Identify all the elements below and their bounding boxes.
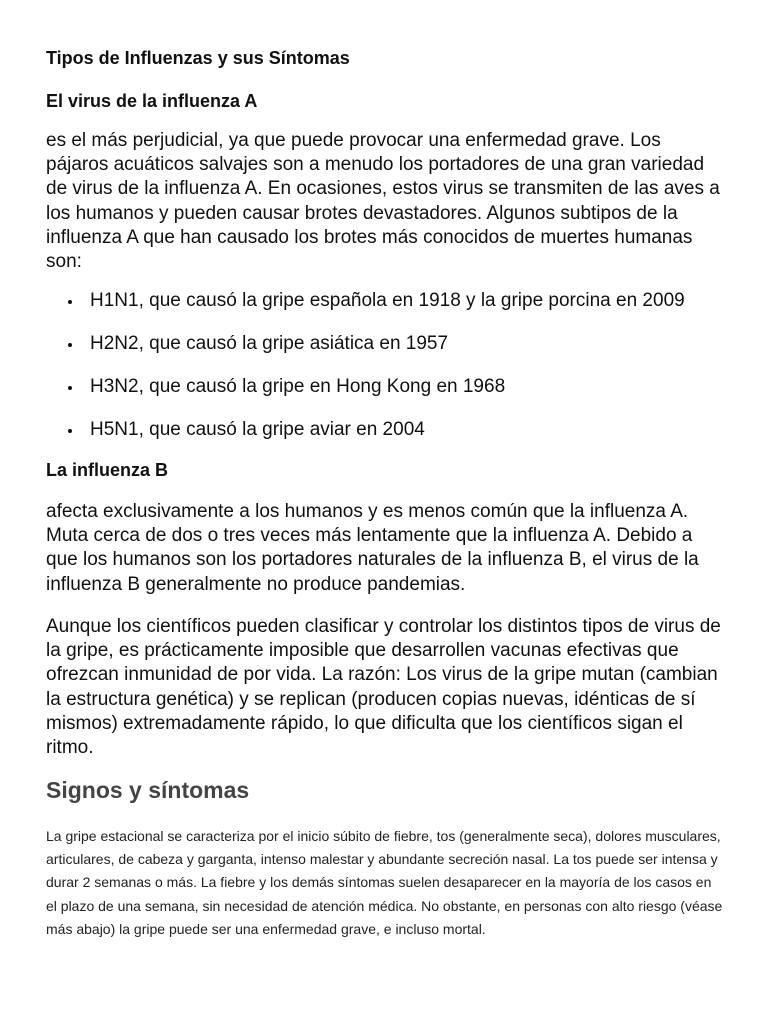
symptoms-heading: Signos y síntomas xyxy=(46,777,250,803)
influenza-a-subtype-list xyxy=(46,289,685,461)
list-item-text: H2N2, que causó la gripe asiática en 1957 xyxy=(90,333,449,354)
influenza-b-heading: La influenza B xyxy=(46,460,169,480)
list-item-text: H3N2, que causó la gripe en Hong Kong en 1968 xyxy=(90,376,506,397)
list-item xyxy=(46,418,685,442)
vaccine-paragraph: Aunque los científicos pueden clasificar y controlar los distintos tipos de virus de la gripe, es prácticamente imposible que desarrollen vacunas efectivas que ofrezcan inmunidad de por vida. La razón: Los virus de la gripe mutan (cambian la estructura genética) y se replican (producen copias nuevas, idénticas de sí mismos) extremadamente rápido, lo que dificulta que los científicos sigan el ritmo. xyxy=(46,616,721,759)
influenza-a-paragraph: es el más perjudicial, ya que puede provocar una enfermedad grave. Los pájaros acuáticos salvajes son a menudo los portadores de una gran variedad de virus de la influenza A. En ocasiones, estos virus se transmiten de las aves a los humanos y pueden causar brotes devastadores. Algunos subtipos de la influenza A que han causado los brotes más conocidos de muertes humanas son: xyxy=(46,130,720,273)
bullet-icon xyxy=(68,300,72,304)
list-item xyxy=(46,332,685,356)
document-title: Tipos de Influenzas y sus Síntomas xyxy=(46,48,350,68)
influenza-b-paragraph: afecta exclusivamente a los humanos y es menos común que la influenza A. Muta cerca de dos o tres veces más lentamente que la influenza A. Debido a que los humanos son los portadores naturales de la influenza B, el virus de la influenza B generalmente no produce pandemias. xyxy=(46,501,699,595)
influenza-a-heading: El virus de la influenza A xyxy=(46,91,258,111)
list-item-text: H1N1, que causó la gripe española en 1918 y la gripe porcina en 2009 xyxy=(90,290,685,311)
symptoms-paragraph: La gripe estacional se caracteriza por el inicio súbito de fiebre, tos (generalmente seca), dolores musculares, articulares, de cabeza y garganta, intenso malestar y abundante secreción nasal. La tos puede ser intensa y durar 2 semanas o más. La fiebre y los demás síntomas suelen desaparecer en la mayoría de los casos en el plazo de una semana, sin necesidad de atención médica. No obstante, en personas con alto riesgo (véase más abajo) la gripe puede ser una enfermedad grave, e incluso mortal. xyxy=(46,828,723,937)
document-page xyxy=(46,46,726,937)
bullet-icon xyxy=(68,429,72,433)
bullet-icon xyxy=(68,343,72,347)
list-item xyxy=(46,289,685,313)
list-item-text: H5N1, que causó la gripe aviar en 2004 xyxy=(90,419,425,440)
list-item xyxy=(46,375,685,399)
bullet-icon xyxy=(68,386,72,390)
